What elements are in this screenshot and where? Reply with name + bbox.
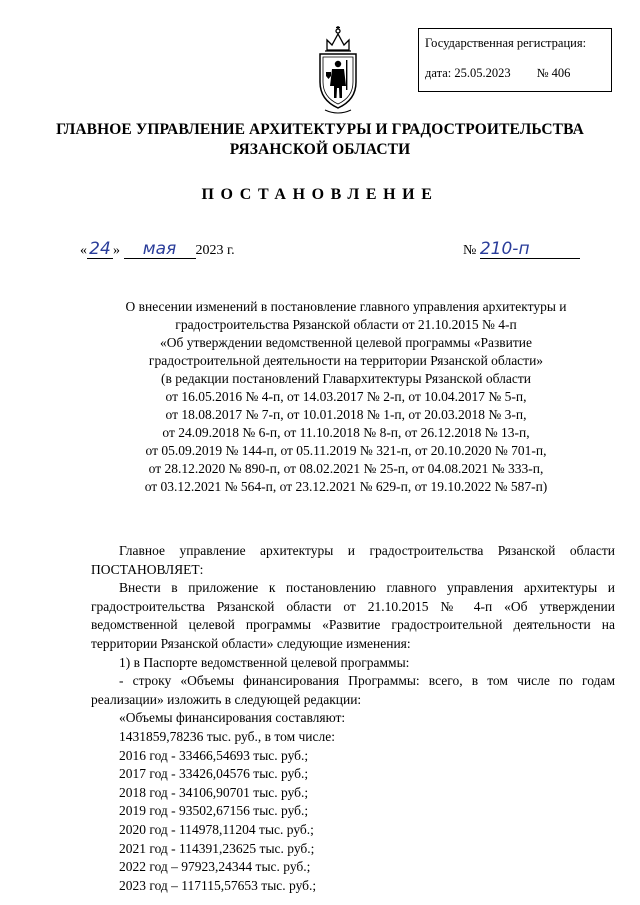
date-close-quote: » xyxy=(113,243,120,258)
title-line: от 03.12.2021 № 564-п, от 23.12.2021 № 629-п, от 19.10.2022 № 587-п) xyxy=(144,479,548,494)
decree-number xyxy=(463,239,580,259)
row-change-paragraph: - строку «Объемы финансирования Программы: всего, в том числе по годам реализации» изложить в следующей редакции: xyxy=(91,673,615,707)
funding-year-line: 2016 год - 33466,54693 тыс. руб.; xyxy=(119,747,309,763)
authority-line-1: ГЛАВНОЕ УПРАВЛЕНИЕ АРХИТЕКТУРЫ И ГРАДОСТРОИТЕЛЬСТВА xyxy=(56,121,584,138)
funding-year-line: 2022 год – 97923,24344 тыс. руб.; xyxy=(119,859,311,875)
funding-year-line: 2019 год - 93502,67156 тыс. руб.; xyxy=(119,803,309,819)
decree-intro-paragraph: Главное управление архитектуры и градостроительства Рязанской области ПОСТАНОВЛЯЕТ: xyxy=(91,543,615,577)
funding-total: 1431859,78236 тыс. руб., в том числе: xyxy=(119,728,335,744)
document-type-heading: ПОСТАНОВЛЕНИЕ xyxy=(201,186,439,203)
registration-stamp xyxy=(418,28,612,92)
decree-date xyxy=(80,239,235,259)
coat-of-arms-icon xyxy=(313,20,363,120)
funding-year-line: 2020 год - 114978,11204 тыс. руб.; xyxy=(119,821,314,837)
number-value: 210-п xyxy=(479,239,530,259)
registration-label: Государственная регистрация: xyxy=(425,36,587,50)
number-prefix: № xyxy=(463,243,477,258)
funding-year-line: 2017 год - 33426,04576 тыс. руб.; xyxy=(119,766,309,782)
date-day: 24 xyxy=(89,239,111,259)
title-line: от 05.09.2019 № 144-п, от 05.11.2019 № 321-п, от 20.10.2020 № 701-п, xyxy=(145,443,547,458)
title-line: от 18.08.2017 № 7-п, от 10.01.2018 № 1-п, от 20.03.2018 № 3-п, xyxy=(165,407,527,422)
authority-line-2: РЯЗАНСКОЙ ОБЛАСТИ xyxy=(229,141,411,158)
title-line: (в редакции постановлений Главархитектуры Рязанской области xyxy=(160,371,532,386)
item-1-paragraph: 1) в Паспорте ведомственной целевой программы: xyxy=(119,654,410,670)
date-month: мая xyxy=(142,239,177,259)
decree-body xyxy=(91,542,615,895)
registration-number: № 406 xyxy=(536,66,571,80)
date-open-quote: « xyxy=(80,243,87,258)
amendment-intro-paragraph: Внести в приложение к постановлению главного управления архитектуры и градостроительства Рязанской области от 21.10.2015 № 4-п «Об утверждении ведомственной целевой программы «Развитие градостроительной деятельности на территории Рязанской области» следующие изменения: xyxy=(91,580,615,651)
funding-year-line: 2021 год - 114391,23625 тыс. руб.; xyxy=(119,840,315,856)
title-line: О внесении изменений в постановление главного управления архитектуры и xyxy=(125,299,567,314)
registration-date: дата: 25.05.2023 xyxy=(425,66,511,80)
date-year: 2023 г. xyxy=(195,243,235,258)
title-line: от 28.12.2020 № 890-п, от 08.02.2021 № 25-п, от 04.08.2021 № 333-п, xyxy=(148,461,544,476)
title-line: градостроительства Рязанской области от 21.10.2015 № 4-п xyxy=(175,317,517,332)
issuing-authority xyxy=(0,120,640,160)
title-line: градостроительной деятельности на территории Рязанской области» xyxy=(148,353,544,368)
funding-year-line: 2023 год – 117115,57653 тыс. руб.; xyxy=(119,877,317,893)
title-line: «Об утверждении ведомственной целевой программы «Развитие xyxy=(159,335,533,350)
funding-title: «Объемы финансирования составляют: xyxy=(119,710,346,726)
funding-year-line: 2018 год - 34106,90701 тыс. руб.; xyxy=(119,784,309,800)
title-line: от 16.05.2016 № 4-п, от 14.03.2017 № 2-п, от 10.04.2017 № 5-п, xyxy=(165,389,527,404)
title-line: от 24.09.2018 № 6-п, от 11.10.2018 № 8-п, от 26.12.2018 № 13-п, xyxy=(162,425,530,440)
decree-title xyxy=(76,298,616,496)
